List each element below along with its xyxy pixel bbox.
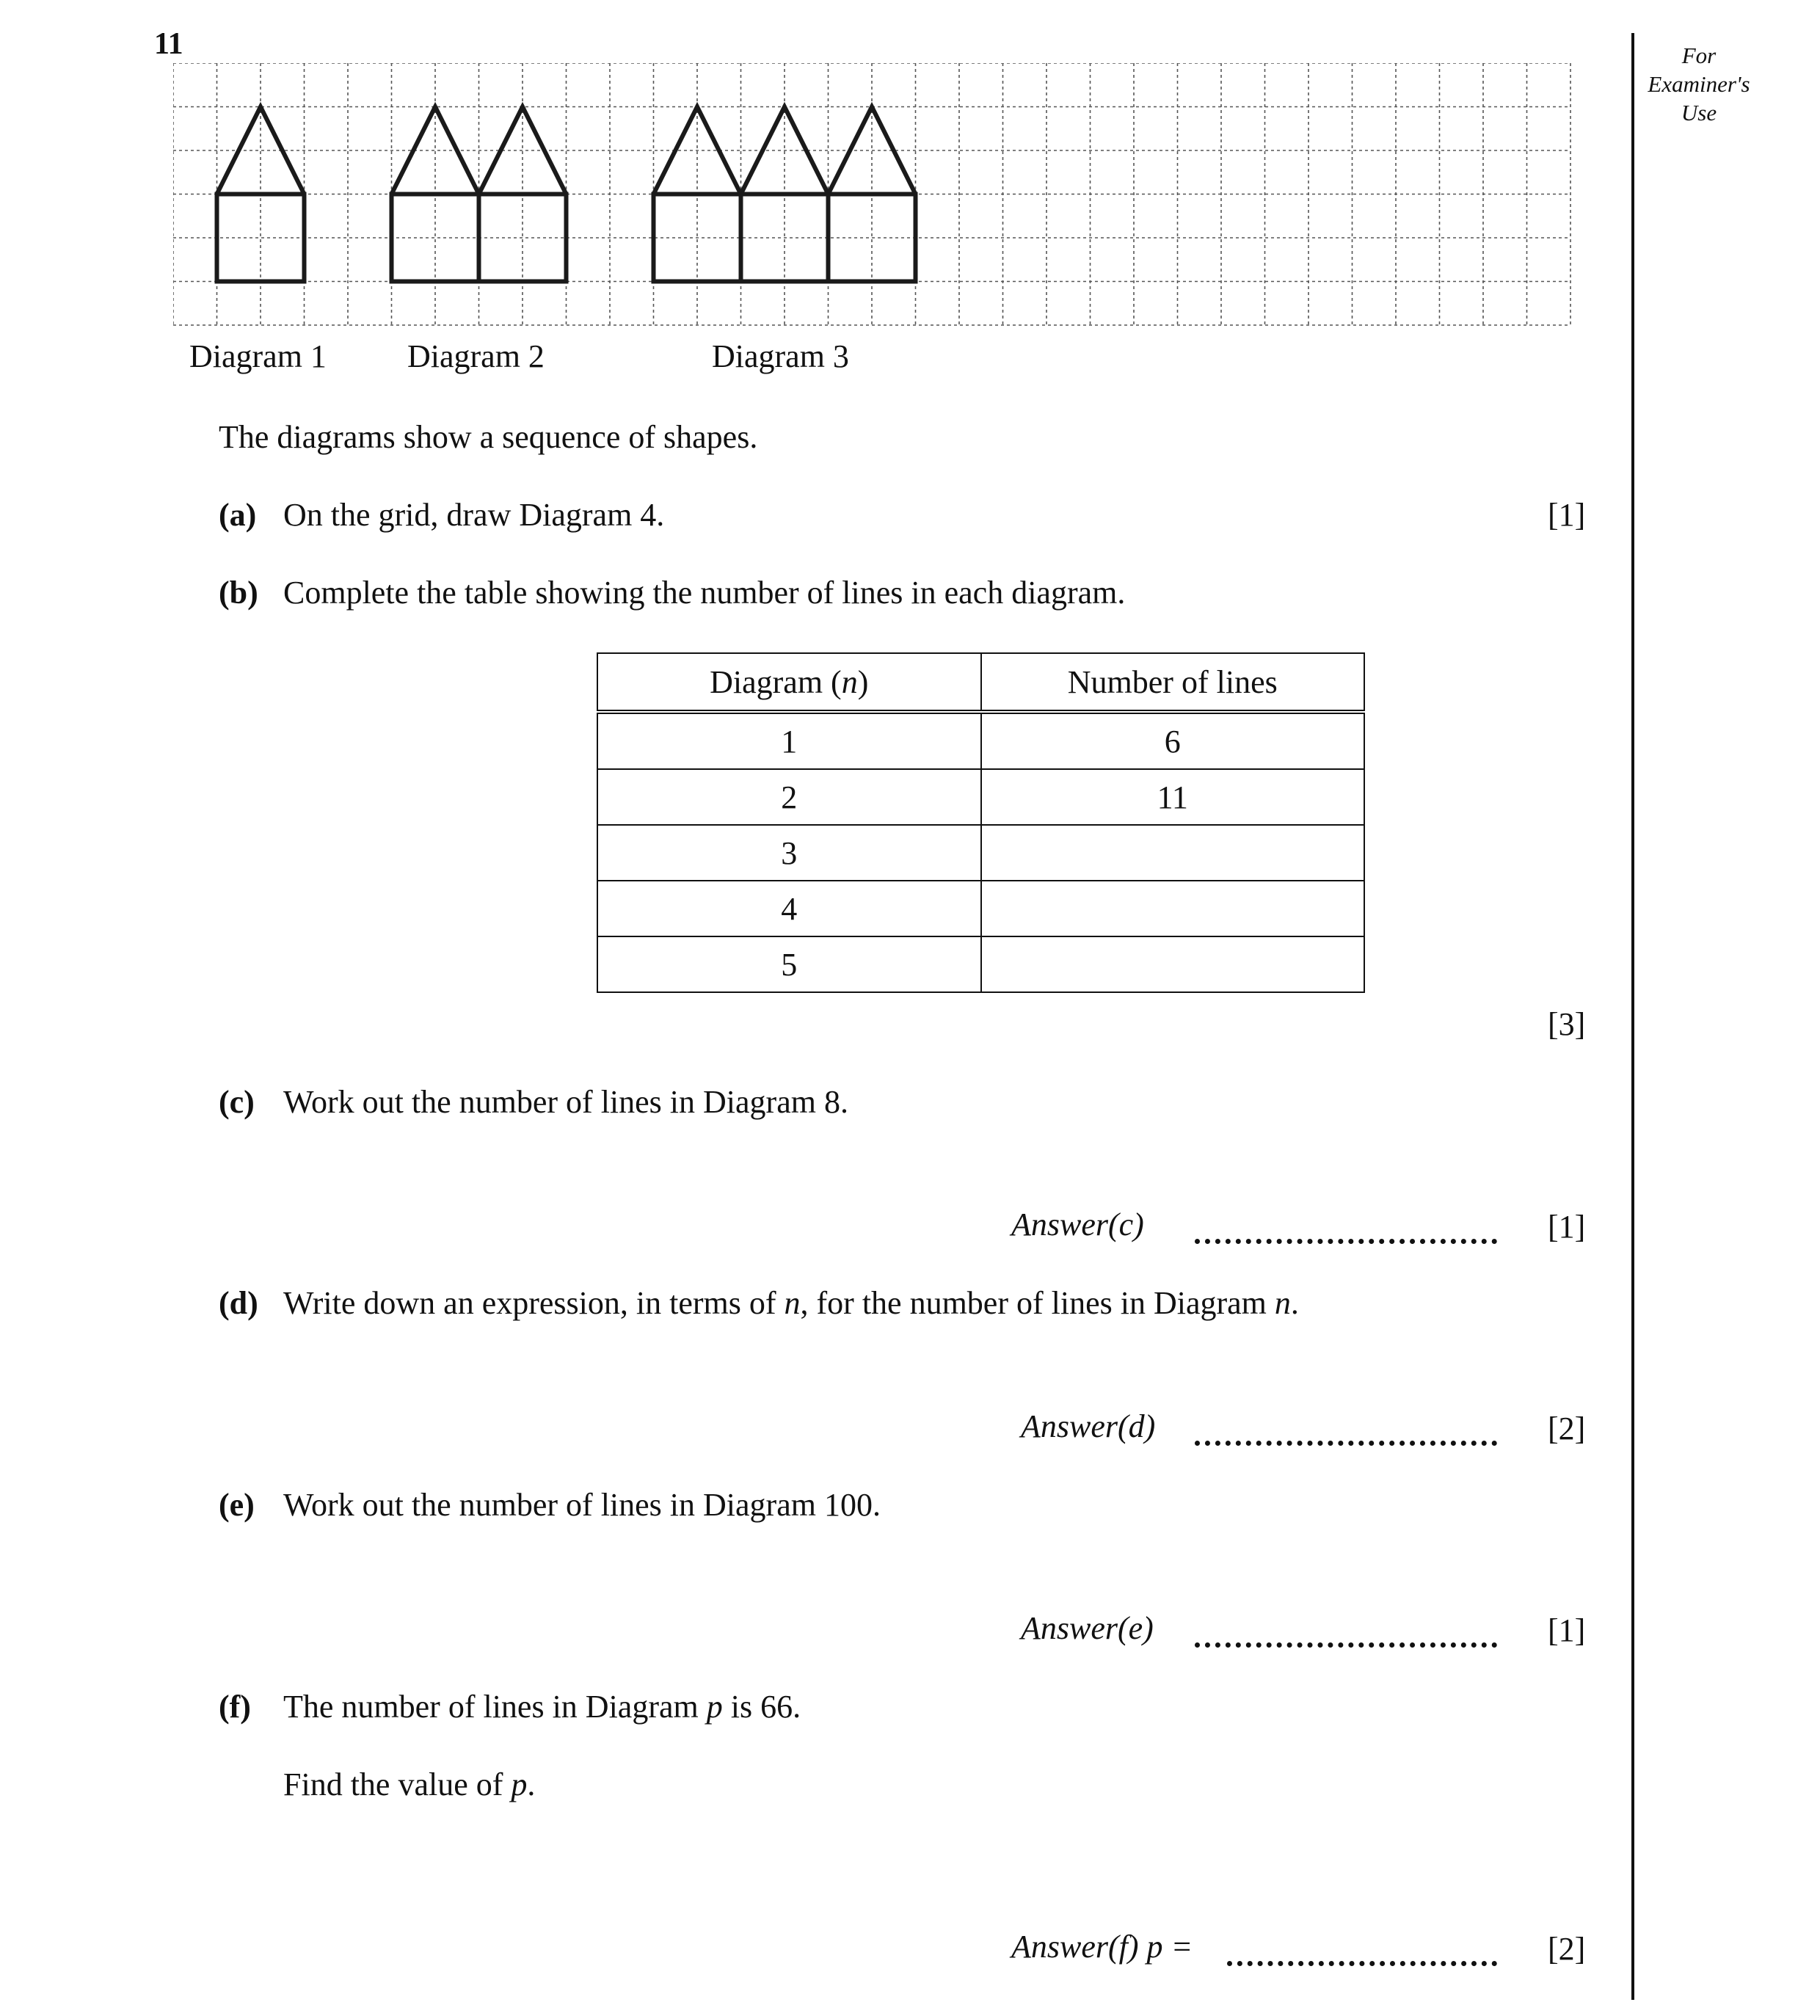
examiner-line-1: For [1681, 43, 1717, 68]
part-b-label: (b) [219, 575, 258, 611]
table-cell-lines: 11 [981, 769, 1365, 825]
part-d-marks: [2] [1548, 1411, 1586, 1447]
house-unit [654, 107, 741, 282]
table-row [597, 712, 1364, 769]
part-f-label: (f) [219, 1689, 251, 1725]
table-cell-n: 1 [597, 712, 981, 769]
answer-d-line[interactable] [1195, 1441, 1497, 1446]
part-f-text: The number of lines in Diagram p is 66. [283, 1689, 801, 1725]
diagram-2-shape [392, 107, 567, 282]
part-a-label: (a) [219, 497, 257, 533]
diagram-2-label: Diagram 2 [407, 338, 545, 374]
house-unit [392, 107, 479, 282]
lines-table [597, 652, 1365, 993]
house-unit [741, 107, 829, 282]
answer-e-label: Answer(e) [1021, 1610, 1154, 1646]
table-cell-lines-input[interactable] [981, 881, 1365, 936]
house-unit [217, 107, 305, 282]
part-c-marks: [1] [1548, 1209, 1586, 1245]
part-c-text: Work out the number of lines in Diagram 8. [283, 1084, 848, 1120]
diagram-3-shape [654, 107, 916, 282]
examiner-line-3: Use [1681, 100, 1717, 125]
answer-c-label: Answer(c) [1011, 1207, 1144, 1242]
table-row [597, 769, 1364, 825]
table-cell-lines: 6 [981, 712, 1365, 769]
house-unit [829, 107, 916, 282]
examiner-line-2: Examiner's [1648, 71, 1750, 97]
table-cell-n: 3 [597, 825, 981, 881]
answer-f-label: Answer(f) p = [1011, 1929, 1193, 1965]
table-row [597, 881, 1364, 936]
examiner-margin-line [1631, 33, 1634, 2000]
table-header-lines: Number of lines [981, 653, 1365, 712]
table-header-row [597, 653, 1364, 712]
part-e-text: Work out the number of lines in Diagram 100. [283, 1487, 881, 1523]
part-b-text: Complete the table showing the number of lines in each diagram. [283, 575, 1126, 611]
table-cell-lines-input[interactable] [981, 825, 1365, 881]
part-a-marks: [1] [1548, 497, 1586, 533]
table-cell-n: 2 [597, 769, 981, 825]
table-cell-n: 4 [597, 881, 981, 936]
house-unit [479, 107, 567, 282]
diagram-1-shape [217, 107, 305, 282]
part-e-marks: [1] [1548, 1612, 1586, 1648]
part-e-label: (e) [219, 1487, 255, 1523]
part-d-label: (d) [219, 1285, 258, 1321]
answer-d-label: Answer(d) [1021, 1408, 1156, 1444]
examiner-use-box [1644, 41, 1754, 127]
drawing-grid[interactable] [173, 63, 1572, 326]
table-cell-n: 5 [597, 936, 981, 992]
question-number: 11 [154, 27, 183, 61]
part-c-label: (c) [219, 1084, 255, 1120]
part-b-marks: [3] [1548, 1006, 1586, 1042]
answer-c-line[interactable] [1195, 1239, 1497, 1244]
intro-text: The diagrams show a sequence of shapes. [219, 419, 758, 455]
table-header-diagram: Diagram (n) [597, 653, 981, 712]
part-f-instruction: Find the value of p. [283, 1766, 536, 1802]
table-row [597, 936, 1364, 992]
part-d-text: Write down an expression, in terms of n, for the number of lines in Diagram n. [283, 1285, 1299, 1321]
table-row [597, 825, 1364, 881]
diagram-1-label: Diagram 1 [189, 338, 327, 374]
answer-f-line[interactable] [1227, 1961, 1497, 1966]
answer-e-line[interactable] [1195, 1642, 1497, 1648]
diagram-3-label: Diagram 3 [712, 338, 849, 374]
table-cell-lines-input[interactable] [981, 936, 1365, 992]
part-f-marks: [2] [1548, 1931, 1586, 1967]
part-a-text: On the grid, draw Diagram 4. [283, 497, 665, 533]
